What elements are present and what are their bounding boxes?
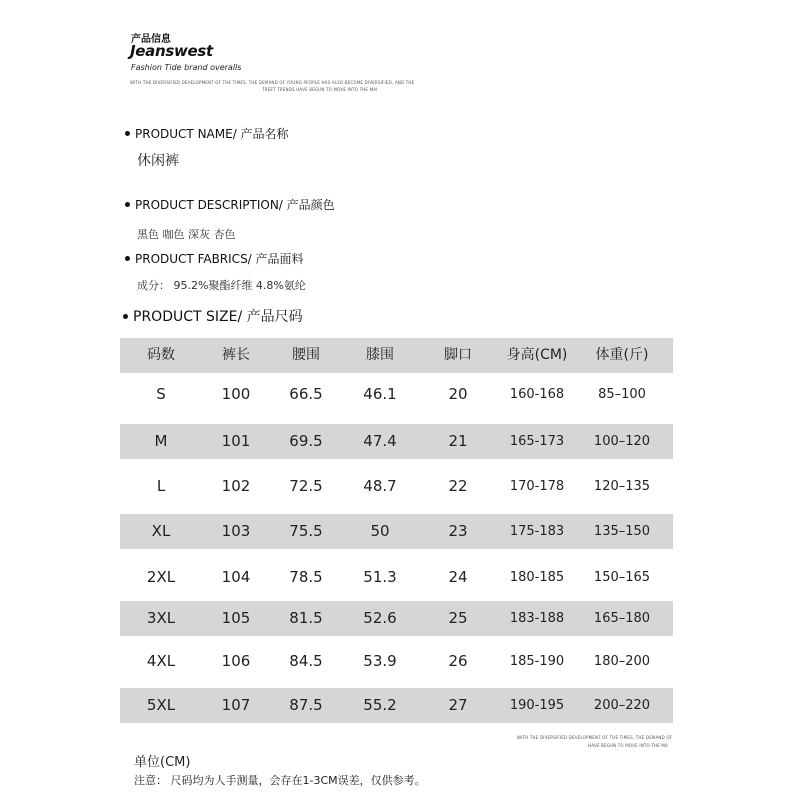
bullet-icon bbox=[125, 256, 130, 261]
table-cell: 150–165 bbox=[593, 570, 651, 585]
table-cell: M bbox=[154, 432, 168, 450]
table-cell: 20 bbox=[448, 385, 468, 403]
table-cell: 26 bbox=[448, 652, 468, 670]
table-cell: 165–180 bbox=[593, 611, 651, 626]
table-cell: 84.5 bbox=[289, 652, 323, 670]
table-cell: 4XL bbox=[146, 652, 176, 670]
product-size-title bbox=[123, 306, 303, 326]
table-header-cell: 腰围 bbox=[292, 347, 320, 363]
table-header-cell: 码数 bbox=[147, 347, 175, 363]
table-cell: 175-183 bbox=[509, 524, 565, 539]
table-row bbox=[120, 644, 673, 679]
unit-label: 单位(CM) bbox=[134, 755, 191, 770]
table-cell: 46.1 bbox=[363, 385, 397, 403]
table-cell: 183-188 bbox=[509, 611, 565, 626]
table-row bbox=[120, 688, 673, 723]
table-cell: 87.5 bbox=[289, 696, 323, 714]
table-cell: 23 bbox=[448, 522, 468, 540]
table-row bbox=[120, 560, 673, 595]
table-row bbox=[120, 601, 673, 636]
table-cell: 200–220 bbox=[593, 698, 651, 713]
table-cell: 78.5 bbox=[289, 568, 323, 586]
header-fine-print-1: WITH THE DIVERSIFIED DEVELOPMENT OF THE TIMES, THE DEMAND OF YOUNG PEOPLE HAS ALSO BECOME DIVERSIFIED, AND THE bbox=[130, 80, 415, 85]
product-fabrics-title-text: PRODUCT FABRICS/ 产品面料 bbox=[135, 252, 304, 266]
footer-fine-print-1: WITH THE DIVERSIFIED DEVELOPMENT OF THE TIMES, THE DEMAND OF bbox=[517, 735, 673, 740]
table-header-cell: 膝围 bbox=[366, 347, 394, 363]
table-cell: 22 bbox=[448, 477, 468, 495]
table-cell: 104 bbox=[221, 568, 251, 586]
table-cell: 106 bbox=[221, 652, 251, 670]
bullet-icon bbox=[125, 202, 130, 207]
table-cell: 25 bbox=[448, 609, 468, 627]
table-cell: 160-168 bbox=[509, 387, 565, 402]
table-cell: 66.5 bbox=[289, 385, 323, 403]
table-cell: 3XL bbox=[146, 609, 176, 627]
table-cell: 100 bbox=[221, 385, 251, 403]
product-name-title-text: PRODUCT NAME/ 产品名称 bbox=[135, 127, 289, 141]
product-description-title bbox=[125, 196, 335, 213]
table-header-cell: 裤长 bbox=[222, 347, 250, 363]
table-cell: 53.9 bbox=[363, 652, 397, 670]
measurement-note: 注意： 尺码均为人手测量，会存在1-3CM误差，仅供参考。 bbox=[134, 774, 426, 787]
table-cell: 107 bbox=[221, 696, 251, 714]
product-size-title-text: PRODUCT SIZE/ 产品尺码 bbox=[133, 309, 303, 325]
product-description-title-text: PRODUCT DESCRIPTION/ 产品颜色 bbox=[135, 198, 335, 212]
table-cell: 135–150 bbox=[593, 524, 651, 539]
table-cell: L bbox=[156, 477, 166, 495]
table-row bbox=[120, 377, 673, 412]
table-header-cell: 身高(CM) bbox=[506, 347, 568, 363]
table-cell: 72.5 bbox=[289, 477, 323, 495]
table-cell: 81.5 bbox=[289, 609, 323, 627]
table-cell: 75.5 bbox=[289, 522, 323, 540]
bullet-icon bbox=[123, 314, 128, 319]
table-cell: XL bbox=[151, 522, 171, 540]
product-fabrics-value: 成分： 95.2%聚酯纤维 4.8%氨纶 bbox=[137, 279, 306, 292]
table-cell: 55.2 bbox=[363, 696, 397, 714]
table-cell: 52.6 bbox=[363, 609, 397, 627]
table-cell: 101 bbox=[221, 432, 251, 450]
table-cell: 103 bbox=[221, 522, 251, 540]
table-cell: 180-185 bbox=[509, 570, 565, 585]
table-cell: 100–120 bbox=[593, 434, 651, 449]
table-cell: 105 bbox=[221, 609, 251, 627]
table-cell: 185-190 bbox=[509, 654, 565, 669]
table-cell: 47.4 bbox=[363, 432, 397, 450]
table-header-row bbox=[120, 338, 673, 373]
table-cell: 21 bbox=[448, 432, 468, 450]
table-cell: 102 bbox=[221, 477, 251, 495]
table-cell: 50 bbox=[370, 522, 390, 540]
brand-logo-text: Jeanswest bbox=[130, 42, 213, 60]
table-cell: 24 bbox=[448, 568, 468, 586]
table-cell: 165-173 bbox=[509, 434, 565, 449]
table-row bbox=[120, 469, 673, 504]
header-fine-print-2: TREET TRENDS HAVE BEGUN TO MOVE INTO THE MAI bbox=[262, 87, 378, 92]
table-cell: 27 bbox=[448, 696, 468, 714]
table-cell: 190-195 bbox=[509, 698, 565, 713]
table-cell: 2XL bbox=[146, 568, 176, 586]
table-cell: 48.7 bbox=[363, 477, 397, 495]
table-row bbox=[120, 514, 673, 549]
product-fabrics-title bbox=[125, 250, 304, 267]
table-cell: 85–100 bbox=[598, 387, 646, 402]
table-header-cell: 体重(斤) bbox=[595, 347, 649, 363]
header-label: 产品信息 bbox=[131, 34, 171, 45]
table-cell: 69.5 bbox=[289, 432, 323, 450]
header-subtitle: Fashion Tide brand overalls bbox=[131, 63, 242, 72]
table-cell: 5XL bbox=[146, 696, 176, 714]
table-cell: 120–135 bbox=[593, 479, 651, 494]
table-header-cell: 脚口 bbox=[444, 347, 472, 363]
product-name-title bbox=[125, 125, 289, 142]
product-description-value: 黑色 咖色 深灰 杏色 bbox=[137, 228, 236, 241]
table-cell: S bbox=[156, 385, 166, 403]
table-cell: 170-178 bbox=[509, 479, 565, 494]
bullet-icon bbox=[125, 131, 130, 136]
product-name-value: 休闲裤 bbox=[137, 153, 179, 169]
table-cell: 180–200 bbox=[593, 654, 651, 669]
table-row bbox=[120, 424, 673, 459]
footer-fine-print-2: HAVE BEGUN TO MOVE INTO THE MA bbox=[588, 743, 668, 748]
table-cell: 51.3 bbox=[363, 568, 397, 586]
